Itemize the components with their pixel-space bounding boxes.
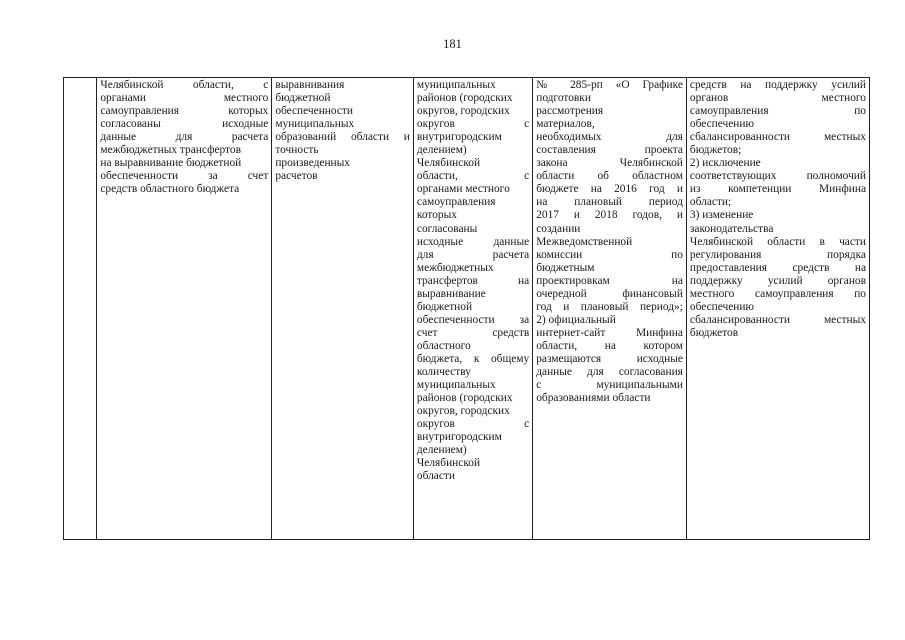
text-line: обеспечению bbox=[689, 118, 755, 131]
text-line: подготовки bbox=[536, 92, 591, 105]
text-line: 2017 и 2018 годов, и bbox=[536, 209, 683, 222]
text-line: Челябинской области, с bbox=[100, 79, 269, 91]
text-line: области; bbox=[689, 196, 732, 209]
text-line: районов (городских bbox=[416, 92, 513, 105]
text-line: материалов, bbox=[536, 118, 595, 131]
text-line: межбюджетных трансфертов bbox=[100, 144, 241, 157]
text-line: соответствующих полномочий bbox=[689, 170, 866, 183]
text-line: очередной финансовый bbox=[536, 287, 683, 300]
text-line: бюджетной bbox=[416, 300, 473, 313]
text-line: округов с bbox=[416, 418, 530, 431]
text-line: бюджетов bbox=[689, 326, 739, 339]
text-line: количеству bbox=[416, 366, 471, 379]
text-line: составления проекта bbox=[536, 144, 683, 157]
text-line: данные для расчета bbox=[100, 131, 269, 144]
text-line: образований области и bbox=[275, 131, 410, 144]
text-line: бюджетной bbox=[275, 92, 331, 105]
text-line: образованиями области bbox=[536, 392, 651, 405]
text-line: регулирования порядка bbox=[689, 248, 866, 261]
text-line: самоуправления которых bbox=[100, 105, 269, 118]
text-line: комиссии по bbox=[536, 248, 683, 261]
text-line: с муниципальными bbox=[536, 379, 683, 392]
text-line: органами местного bbox=[416, 183, 510, 196]
text-line: согласованы bbox=[416, 222, 478, 235]
text-line: необходимых для bbox=[536, 131, 683, 144]
text-line: внутригородским bbox=[416, 431, 502, 444]
text-line: округов с bbox=[416, 118, 530, 131]
text-line: сбалансированности местных bbox=[689, 313, 866, 326]
text-line: Челябинской bbox=[416, 157, 481, 170]
text-line: внутригородским bbox=[416, 131, 502, 144]
text-line: № 285-рп «О Графике bbox=[536, 79, 683, 91]
table-cell-criterion bbox=[97, 78, 272, 540]
text-line: области, на котором bbox=[536, 339, 683, 352]
cell-text bbox=[536, 79, 683, 405]
text-line: обеспеченности bbox=[275, 105, 354, 118]
cell-text bbox=[690, 79, 866, 340]
cell-text bbox=[100, 79, 268, 196]
text-line: средств областного бюджета bbox=[100, 183, 240, 196]
text-line: областного bbox=[416, 339, 471, 352]
text-line: закона Челябинской bbox=[536, 157, 683, 170]
text-line: органов местного bbox=[689, 92, 866, 105]
text-line: 3) изменение bbox=[689, 209, 754, 222]
text-line: обеспеченности за счет bbox=[100, 170, 269, 183]
text-line: создании bbox=[536, 222, 581, 235]
text-line: предоставления средств на bbox=[689, 261, 866, 274]
text-line: бюджетным bbox=[536, 261, 595, 274]
cell-text bbox=[417, 79, 529, 483]
text-line: точность bbox=[275, 144, 319, 157]
text-line: муниципальных bbox=[416, 79, 496, 91]
text-line: для расчета bbox=[416, 248, 530, 261]
text-line: Межведомственной bbox=[536, 235, 633, 248]
text-line: произведенных bbox=[275, 157, 351, 170]
text-line: местного самоуправления по bbox=[689, 287, 866, 300]
text-line: межбюджетных bbox=[416, 261, 494, 274]
text-line: обеспечению bbox=[689, 300, 755, 313]
text-line: поддержку усилий органов bbox=[689, 274, 866, 287]
text-line: 2) исключение bbox=[689, 157, 761, 170]
text-line: округов, городских bbox=[416, 405, 510, 418]
table-cell-indicator bbox=[272, 78, 414, 540]
text-line: исходные данные bbox=[416, 235, 530, 248]
text-line: расчетов bbox=[275, 170, 318, 183]
text-line: средств на поддержку усилий bbox=[689, 79, 866, 91]
text-line: муниципальных bbox=[416, 379, 496, 392]
table-cell-number bbox=[64, 78, 97, 540]
text-line: области об областном bbox=[536, 170, 683, 183]
text-line: размещаются исходные bbox=[536, 352, 683, 365]
text-line: обеспеченности за bbox=[416, 313, 530, 326]
text-line: год и плановый период»; bbox=[536, 300, 683, 313]
text-line: самоуправления bbox=[416, 196, 496, 209]
text-line: проектировкам на bbox=[536, 274, 683, 287]
text-line: законодательства bbox=[689, 222, 774, 235]
text-line: области, с bbox=[416, 170, 530, 183]
text-line: из компетенции Минфина bbox=[689, 183, 866, 196]
document-table bbox=[63, 77, 870, 540]
text-line: муниципальных bbox=[275, 118, 355, 131]
text-line: сбалансированности местных bbox=[689, 131, 866, 144]
text-line: выравнивания bbox=[275, 79, 345, 91]
table-cell-measures bbox=[686, 78, 869, 540]
text-line: рассмотрения bbox=[536, 105, 604, 118]
text-line: данные для согласования bbox=[536, 366, 683, 379]
text-line: выравнивание bbox=[416, 287, 486, 300]
text-line: округов, городских bbox=[416, 105, 510, 118]
text-line: счет средств bbox=[416, 326, 530, 339]
text-line: Челябинской области в части bbox=[689, 235, 866, 248]
text-line: органами местного bbox=[100, 92, 269, 105]
text-line: области bbox=[416, 470, 455, 483]
text-line: делением) bbox=[416, 144, 467, 157]
text-line: интернет-сайт Минфина bbox=[536, 326, 683, 339]
text-line: на выравнивание бюджетной bbox=[100, 157, 242, 170]
text-line: которых bbox=[416, 209, 457, 222]
text-line: делением) bbox=[416, 444, 467, 457]
text-line: согласованы исходные bbox=[100, 118, 269, 131]
text-line: самоуправления по bbox=[689, 105, 866, 118]
text-line: на плановый период bbox=[536, 196, 683, 209]
text-line: бюджетов; bbox=[689, 144, 742, 157]
table-cell-formula bbox=[413, 78, 532, 540]
text-line: районов (городских bbox=[416, 392, 513, 405]
text-line: 2) официальный bbox=[536, 313, 616, 326]
table-row bbox=[64, 78, 870, 540]
page-number: 181 bbox=[443, 37, 462, 51]
text-line: Челябинской bbox=[416, 457, 481, 470]
table-cell-source bbox=[533, 78, 687, 540]
cell-text bbox=[275, 79, 410, 183]
text-line: бюджета, к общему bbox=[416, 352, 530, 365]
text-line: бюджете на 2016 год и bbox=[536, 183, 683, 196]
text-line: трансфертов на bbox=[416, 274, 530, 287]
